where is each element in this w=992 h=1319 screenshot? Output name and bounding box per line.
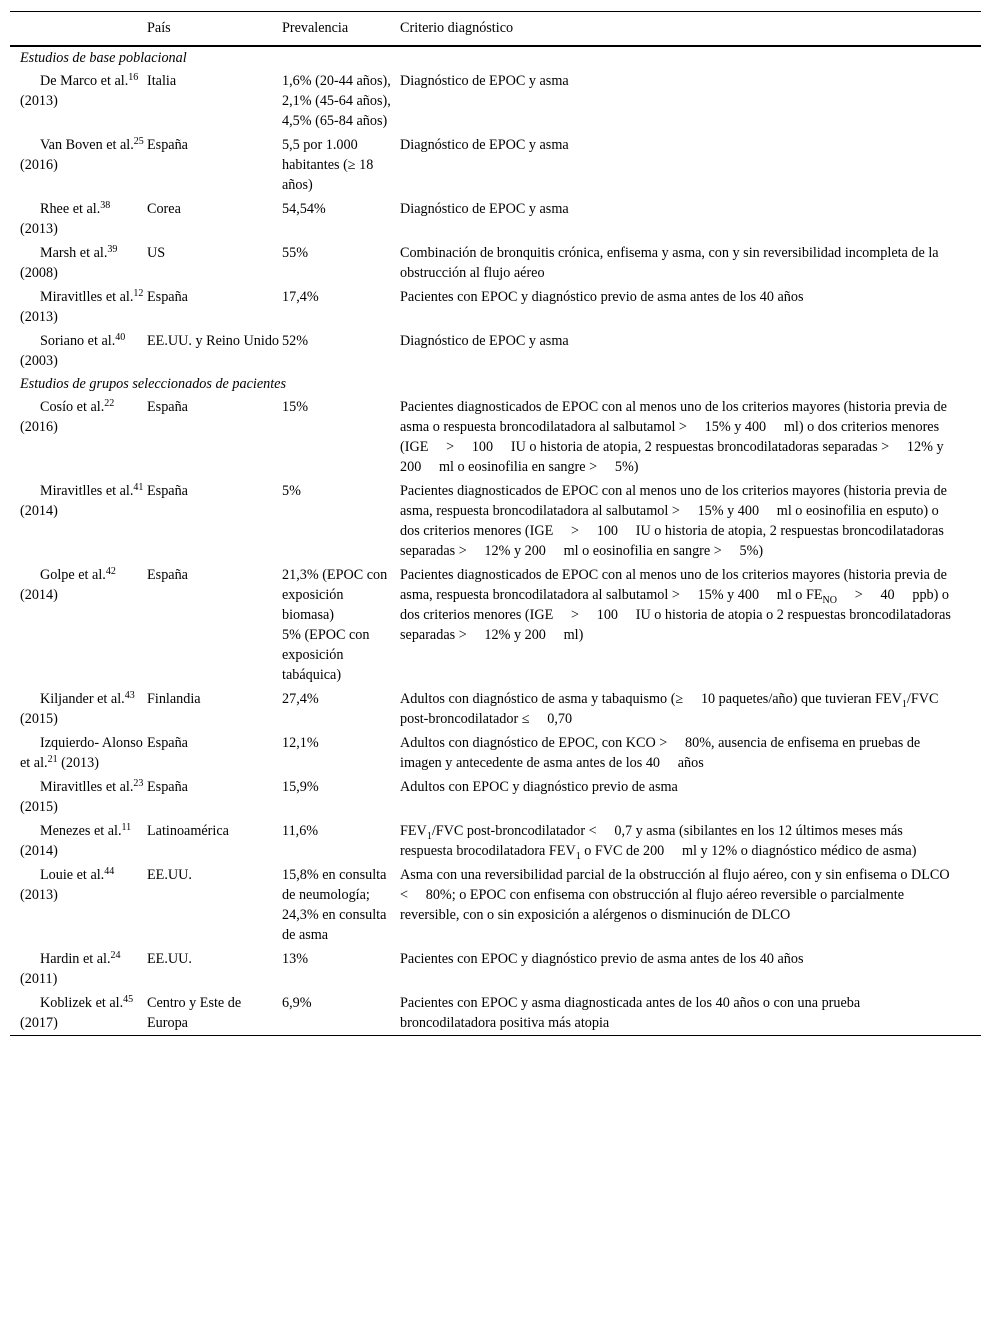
criteria-text: Adultos con diagnóstico de asma y tabaquismo (≥ 10 paquetes/año) que tuvieran FEV	[400, 691, 902, 707]
study-author: Golpe et	[40, 567, 89, 583]
criteria-text: Combinación de bronquitis crónica, enfisema y asma, con y sin reversibilidad incompleta de la obstrucción al flujo aéreo	[400, 245, 939, 281]
country-cell: Italia	[147, 73, 177, 89]
header-prevalence: Prevalencia	[282, 20, 349, 36]
criteria-cell	[400, 285, 981, 329]
study-year: (2013)	[20, 309, 58, 325]
prevalence-table	[10, 11, 981, 1036]
criteria-text: Pacientes diagnosticados de EPOC con al menos uno de los criterios mayores (historia previa de asma, respuesta broncodilatadora al salbutamol > 15% y 400 ml o eosinofilia en esputo) o dos criterios menores (IGE > 100 IU o historia de atopia, 2 respuestas broncodilatadoras separadas > 12% y 200 ml o eosinofilia en sangre > 5%)	[400, 483, 947, 559]
study-author-rest: et al.	[105, 779, 134, 795]
study-author-rest: al.	[96, 951, 111, 967]
study-reference: 44	[104, 866, 115, 877]
criteria-cell	[400, 329, 981, 373]
study-author: Hardin et	[40, 951, 94, 967]
criteria-cell	[400, 241, 981, 285]
table-row	[10, 731, 981, 775]
table-row	[10, 947, 981, 991]
prevalence-cell	[282, 863, 400, 947]
country-cell: España	[147, 483, 188, 499]
study-reference: 42	[105, 566, 116, 577]
criteria-text: Adultos con diagnóstico de EPOC, con KCO > 80%, ausencia de enfisema en pruebas de imagen y antecedente de asma antes de los 40 años	[400, 735, 921, 771]
study-author: Van	[40, 137, 63, 153]
prevalence-cell	[282, 731, 400, 775]
study-author-rest: al.	[92, 567, 106, 583]
study-year: (2015)	[20, 799, 58, 815]
criteria-cell	[400, 133, 981, 197]
study-reference: 24	[110, 950, 121, 961]
table-header-row	[10, 12, 981, 47]
criteria-text: Pacientes diagnosticados de EPOC con al menos uno de los criterios mayores (historia previa de asma o respuesta broncodilatadora al salbutamol > 15% y 400 ml) o dos criterios menores (IGE > 100 IU o historia de atopia, 2 respuestas broncodilatadoras separadas > 12% y 200 ml o eosinofilia en sangre > 5%)	[400, 399, 947, 475]
prevalence-cell	[282, 69, 400, 133]
prevalence-value: 15,8% en consulta de neumología;	[282, 867, 387, 903]
section-title: Estudios de grupos seleccionados de pacientes	[20, 376, 286, 392]
study-author-rest: et al.	[95, 995, 124, 1011]
table-row	[10, 395, 981, 479]
study-cell	[10, 947, 147, 991]
country-cell: US	[147, 245, 166, 261]
criteria-cell	[400, 863, 981, 947]
study-reference: 41	[133, 482, 144, 493]
country-cell: España	[147, 399, 188, 415]
criteria-text: > 40 ppb) o dos criterios menores (IGE > 100 IU o historia de atopia o 2 respuestas broncodilatadoras separadas > 12% y 200 ml)	[400, 587, 951, 643]
study-author-rest: al.	[101, 333, 116, 349]
table-row	[10, 479, 981, 563]
prevalence-value: 5%	[282, 483, 301, 499]
prevalence-value: 6,9%	[282, 995, 312, 1011]
criteria-subscript: NO	[822, 595, 837, 606]
study-author-rest: et al.	[97, 691, 125, 707]
prevalence-table-container	[10, 11, 981, 1036]
study-reference: 40	[115, 332, 126, 343]
criteria-cell	[400, 731, 981, 775]
study-year: (2014)	[20, 587, 58, 603]
table-row	[10, 863, 981, 947]
criteria-text: /FVC post-broncodilatador ≤ 0,70	[400, 691, 939, 727]
criteria-cell	[400, 69, 981, 133]
study-cell	[10, 197, 147, 241]
study-reference: 11	[121, 822, 132, 833]
study-year: (2013)	[20, 93, 58, 109]
study-author-rest: et al.	[105, 289, 134, 305]
study-year: (2016)	[20, 157, 58, 173]
section-row	[10, 46, 981, 69]
table-row	[10, 241, 981, 285]
country-cell: EE.UU.	[147, 951, 192, 967]
prevalence-cell	[282, 687, 400, 731]
prevalence-value: 5% (EPOC con exposición tabáquica)	[282, 627, 370, 683]
study-author: Izquierdo-	[40, 735, 100, 751]
study-reference: 39	[107, 244, 118, 255]
study-author: Miravitlles	[40, 289, 103, 305]
criteria-cell	[400, 819, 981, 863]
study-cell	[10, 395, 147, 479]
criteria-text: Diagnóstico de EPOC y asma	[400, 73, 569, 89]
table-row	[10, 687, 981, 731]
country-cell: Corea	[147, 201, 181, 217]
header-study	[10, 12, 147, 47]
country-cell: España	[147, 735, 188, 751]
prevalence-value: 15,9%	[282, 779, 319, 795]
prevalence-value: 4,5% (65-84 años)	[282, 113, 388, 129]
criteria-cell	[400, 775, 981, 819]
criteria-subscript: 1	[426, 831, 432, 842]
study-reference: 38	[100, 200, 111, 211]
criteria-text: Pacientes con EPOC y diagnóstico previo de asma antes de los 40 años	[400, 951, 804, 967]
criteria-cell	[400, 947, 981, 991]
prevalence-value: 1,6% (20-44 años),	[282, 73, 391, 89]
table-row	[10, 819, 981, 863]
study-author: Kiljander	[40, 691, 94, 707]
criteria-subscript: 1	[901, 699, 907, 710]
study-author-rest: et al.	[93, 823, 122, 839]
study-cell	[10, 133, 147, 197]
criteria-text: o FVC de 200 ml y 12% o diagnóstico médico de asma)	[580, 843, 917, 859]
criteria-text: Pacientes con EPOC y diagnóstico previo de asma antes de los 40 años	[400, 289, 804, 305]
prevalence-cell	[282, 479, 400, 563]
country-cell: España	[147, 137, 188, 153]
study-cell	[10, 241, 147, 285]
table-row	[10, 329, 981, 373]
study-author-rest: al.	[90, 867, 105, 883]
prevalence-value: 2,1% (45-64 años),	[282, 93, 391, 109]
section-title: Estudios de base poblacional	[20, 50, 187, 66]
criteria-text: Pacientes con EPOC y asma diagnosticada antes de los 40 años o con una prueba broncodilatadora positiva más atopia	[400, 995, 861, 1031]
study-author: Marsh et	[40, 245, 91, 261]
study-year: (2003)	[20, 353, 58, 369]
study-reference: 45	[123, 994, 134, 1005]
country-cell: Centro y Este de Europa	[147, 995, 242, 1031]
study-author: Louie et	[40, 867, 87, 883]
study-cell	[10, 731, 147, 775]
prevalence-cell	[282, 775, 400, 819]
criteria-subscript: 1	[575, 851, 581, 862]
country-cell: EE.UU. y Reino Unido	[147, 333, 280, 349]
study-reference: 12	[133, 288, 144, 299]
country-cell: España	[147, 567, 188, 583]
criteria-cell	[400, 395, 981, 479]
criteria-text: Diagnóstico de EPOC y asma	[400, 333, 569, 349]
study-reference: 21	[47, 754, 58, 765]
criteria-text: Diagnóstico de EPOC y asma	[400, 137, 569, 153]
study-reference: 16	[128, 72, 139, 83]
prevalence-value: 5,5 por 1.000 habitantes (≥ 18 años)	[282, 137, 374, 193]
criteria-text: /FVC post-broncodilatador < 0,7 y asma (sibilantes en los 12 últimos meses más respuesta brocodilatadora FEV	[400, 823, 903, 859]
header-country: País	[147, 20, 171, 36]
study-cell	[10, 563, 147, 687]
study-author-rest: al.	[86, 201, 101, 217]
study-author: De Marco	[40, 73, 98, 89]
study-cell	[10, 775, 147, 819]
study-cell	[10, 819, 147, 863]
prevalence-value: 11,6%	[282, 823, 319, 839]
criteria-text: Adultos con EPOC y diagnóstico previo de asma	[400, 779, 678, 795]
study-author-rest: al.	[93, 245, 108, 261]
study-author: Koblizek	[40, 995, 93, 1011]
study-author: Soriano et	[40, 333, 98, 349]
study-year: (2011)	[20, 971, 58, 987]
country-cell: Finlandia	[147, 691, 201, 707]
study-reference: 22	[104, 398, 115, 409]
prevalence-cell	[282, 947, 400, 991]
header-criteria: Criterio diagnóstico	[400, 20, 514, 36]
criteria-cell	[400, 197, 981, 241]
prevalence-cell	[282, 133, 400, 197]
study-reference: 43	[124, 690, 135, 701]
country-cell: España	[147, 289, 188, 305]
prevalence-cell	[282, 329, 400, 373]
table-row	[10, 563, 981, 687]
country-cell: España	[147, 779, 188, 795]
table-row	[10, 133, 981, 197]
table-row	[10, 991, 981, 1036]
country-cell: EE.UU.	[147, 867, 192, 883]
country-cell: Latinoamérica	[147, 823, 229, 839]
criteria-cell	[400, 991, 981, 1036]
study-author: Cosío et	[40, 399, 87, 415]
prevalence-value: 15%	[282, 399, 309, 415]
table-row	[10, 285, 981, 329]
prevalence-value: 54,54%	[282, 201, 326, 217]
study-cell	[10, 863, 147, 947]
study-year: (2013)	[61, 755, 99, 771]
study-author-rest: al.	[90, 399, 105, 415]
prevalence-value: 55%	[282, 245, 309, 261]
prevalence-cell	[282, 563, 400, 687]
study-cell	[10, 479, 147, 563]
table-row	[10, 197, 981, 241]
study-reference: 23	[133, 778, 144, 789]
study-cell	[10, 991, 147, 1036]
study-cell	[10, 69, 147, 133]
section-row	[10, 373, 981, 395]
prevalence-value: 24,3% en consulta de asma	[282, 907, 387, 943]
criteria-cell	[400, 479, 981, 563]
study-author: Miravitlles	[40, 779, 103, 795]
prevalence-value: 13%	[282, 951, 309, 967]
criteria-text: Pacientes diagnosticados de EPOC con al menos uno de los criterios mayores (historia previa de asma, respuesta broncodilatadora al salbutamol > 15% y 400 ml o FE	[400, 567, 947, 603]
study-cell	[10, 687, 147, 731]
criteria-cell	[400, 687, 981, 731]
study-year: (2015)	[20, 711, 58, 727]
prevalence-value: 27,4%	[282, 691, 319, 707]
table-body	[10, 46, 981, 1036]
study-year: (2013)	[20, 887, 58, 903]
prevalence-cell	[282, 395, 400, 479]
study-year: (2014)	[20, 843, 58, 859]
study-author: Miravitlles	[40, 483, 103, 499]
study-author-rest: et al.	[100, 73, 129, 89]
study-author-rest: Boven et al.	[65, 137, 134, 153]
prevalence-cell	[282, 991, 400, 1036]
study-cell	[10, 285, 147, 329]
study-year: (2014)	[20, 503, 58, 519]
prevalence-cell	[282, 819, 400, 863]
study-author-rest: Alonso et al.	[20, 735, 143, 771]
study-year: (2017)	[20, 1015, 58, 1031]
prevalence-value: 52%	[282, 333, 309, 349]
prevalence-value: 12,1%	[282, 735, 319, 751]
criteria-text: FEV	[400, 823, 427, 839]
prevalence-value: 17,4%	[282, 289, 319, 305]
prevalence-value: 21,3% (EPOC con exposición biomasa)	[282, 567, 388, 623]
prevalence-cell	[282, 285, 400, 329]
study-reference: 25	[133, 136, 144, 147]
study-year: (2008)	[20, 265, 58, 281]
prevalence-cell	[282, 197, 400, 241]
study-author: Rhee et	[40, 201, 83, 217]
study-year: (2013)	[20, 221, 58, 237]
study-cell	[10, 329, 147, 373]
prevalence-cell	[282, 241, 400, 285]
table-row	[10, 775, 981, 819]
study-author: Menezes	[40, 823, 91, 839]
criteria-text: Diagnóstico de EPOC y asma	[400, 201, 569, 217]
criteria-text: Asma con una reversibilidad parcial de la obstrucción al flujo aéreo, con y sin enfisema o DLCO < 80%; o EPOC con enfisema con obstrucción al flujo aéreo reversible o parcialmente reversible, con o sin exposición a alérgenos o disminución de DLCO	[400, 867, 950, 923]
criteria-cell	[400, 563, 981, 687]
table-row	[10, 69, 981, 133]
study-author-rest: et al.	[105, 483, 134, 499]
study-year: (2016)	[20, 419, 58, 435]
